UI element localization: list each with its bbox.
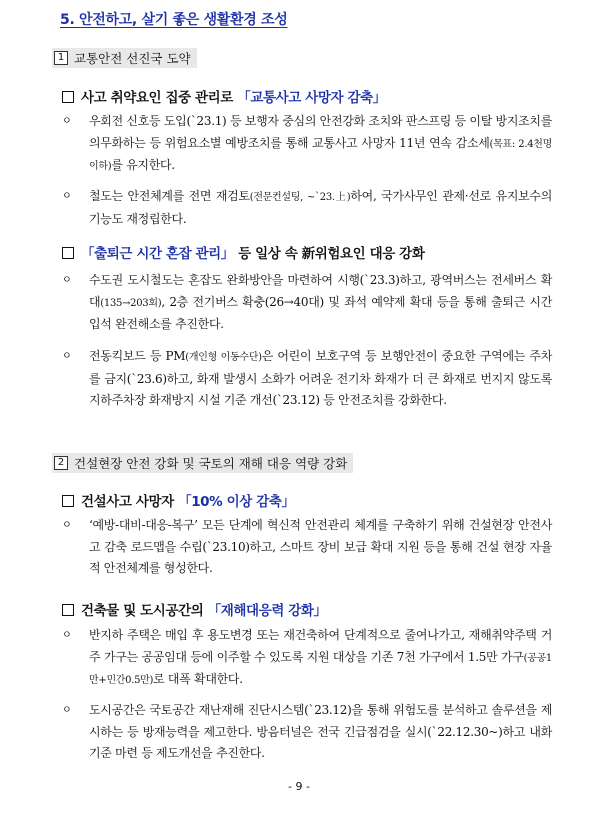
circle-bullet-icon: ㅇ bbox=[62, 275, 72, 286]
bullet-item: ㅇ 도시공간은 국토공간 재난재해 진단시스템(`23.12)을 통해 위험도를 분석하고 솔루션을 제시하는 등 방재능력을 제고한다. 방음터널은 전국 긴급점검을 실시(`22.12.30~)하고 내화기준 마련 등 제도개선을 추진한다. bbox=[62, 700, 552, 766]
bullet-item: ㅇ ‘예방-대비-대응-복구’ 모든 단계에 혁신적 안전관리 체계를 구축하기 위해 건설현장 안전사고 감축 로드맵을 수립(`23.10)하고, 스마트 장비 보급 확대 지원 등을 통해 건설 현장 자율적 안전체계를 형성한다. bbox=[62, 515, 552, 581]
subsection-heading: 건축물 및 도시공간의 「재해대응력 강화」 bbox=[62, 599, 327, 619]
highlight-text: 「교통사고 사망자 감축」 bbox=[237, 90, 386, 106]
circle-bullet-icon: ㅇ bbox=[62, 705, 72, 716]
square-bullet-icon bbox=[62, 604, 74, 616]
subsection-heading: 「출퇴근 시간 혼잡 관리」 등 일상 속 新위험요인 대응 강화 bbox=[62, 242, 424, 262]
bullet-item: ㅇ 전동킥보드 등 PM(개인형 이동수단)은 어린이 보호구역 등 보행안전이 중요한 구역에는 주차를 금지(`23.6)하고, 화재 발생시 소화가 어려운 전기차 화재가 더 큰 화재로 번지지 않도록 지하주차장 화재방지 시설 기준 개선(`23.12) 등 안전조치를 강화한다. bbox=[62, 346, 552, 412]
square-bullet-icon bbox=[62, 91, 74, 103]
section-number: 1 bbox=[54, 51, 68, 65]
highlight-text: 「10% 이상 감축」 bbox=[178, 494, 295, 510]
subsection-heading: 사고 취약요인 집중 관리로 「교통사고 사망자 감축」 bbox=[62, 86, 386, 106]
circle-bullet-icon: ㅇ bbox=[62, 351, 72, 362]
page-number: - 9 - bbox=[288, 780, 310, 793]
bullet-item: ㅇ 우회전 신호등 도입(`23.1) 등 보행자 중심의 안전강화 조치와 판스프링 등 이탈 방지조치를 의무화하는 등 위험요소별 예방조치를 통해 교통사고 사망자 11년 연속 감소세(목표: 2.4천명 이하)를 유지한다. bbox=[62, 111, 552, 178]
square-bullet-icon bbox=[62, 247, 74, 259]
square-bullet-icon bbox=[62, 495, 74, 507]
highlight-text: 「출퇴근 시간 혼잡 관리」 bbox=[81, 246, 234, 262]
section-title: 건설현장 안전 강화 및 국토의 재해 대응 역량 강화 bbox=[74, 456, 348, 471]
bullet-item: ㅇ 철도는 안전체계를 전면 재검토(전문컨설팅, ~`23.上)하여, 국가사무인 관제·선로 유지보수의 기능도 재정립한다. bbox=[62, 186, 552, 230]
circle-bullet-icon: ㅇ bbox=[62, 116, 72, 127]
bullet-item: ㅇ 반지하 주택은 매입 후 용도변경 또는 재건축하여 단계적으로 줄여나가고, 재해취약주택 거주 가구는 공공임대 등에 이주할 수 있도록 지원 대상을 기존 7천 가구에서 1.5만 가구(공공1만+민간0.5만)로 대폭 확대한다. bbox=[62, 625, 552, 692]
bullet-item: ㅇ 수도권 도시철도는 혼잡도 완화방안을 마련하여 시행(`23.3)하고, 광역버스는 전세버스 확대(135→203회), 2층 전기버스 확충(26→40대) 및 좌석 예약제 확대 등을 통해 출퇴근 시간 입석 완전해소를 추진한다. bbox=[62, 270, 552, 336]
circle-bullet-icon: ㅇ bbox=[62, 191, 72, 202]
chapter-title: 5. 안전하고, 살기 좋은 생활환경 조성 bbox=[60, 12, 288, 28]
circle-bullet-icon: ㅇ bbox=[62, 630, 72, 641]
subsection-heading: 건설사고 사망자 「10% 이상 감축」 bbox=[62, 490, 295, 510]
circle-bullet-icon: ㅇ bbox=[62, 520, 72, 531]
section-header-1 bbox=[52, 48, 197, 68]
section-header-2 bbox=[52, 453, 353, 473]
section-number: 2 bbox=[54, 456, 68, 470]
highlight-text: 「재해대응력 강화」 bbox=[207, 603, 327, 619]
section-title: 교통안전 선진국 도약 bbox=[74, 51, 191, 66]
